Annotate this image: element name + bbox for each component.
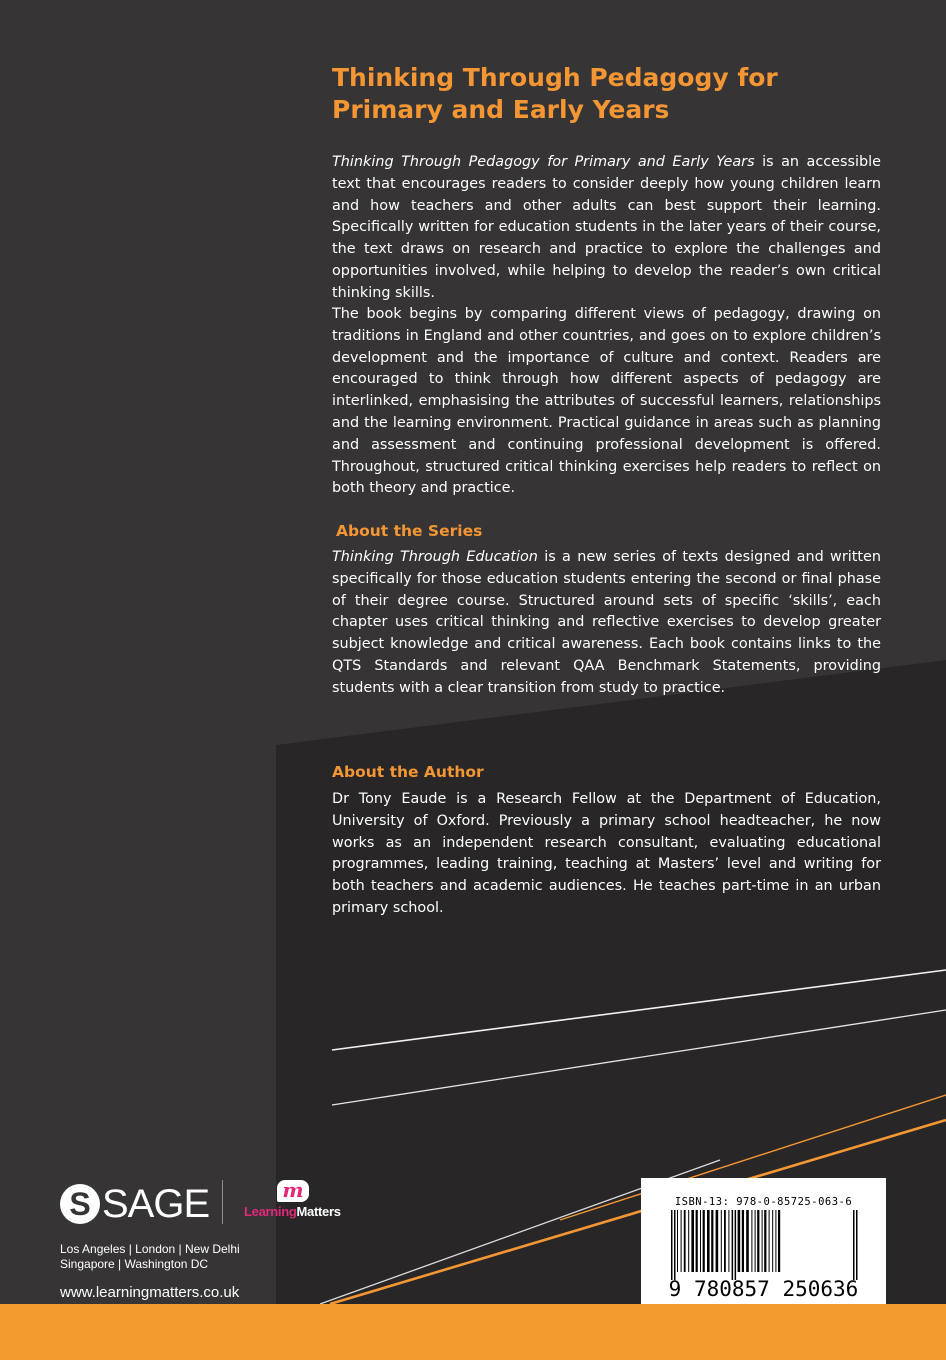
- barcode-bar: [775, 1210, 776, 1272]
- barcode-bar: [721, 1210, 722, 1272]
- publisher-website: www.learningmatters.co.uk: [60, 1284, 240, 1301]
- sage-wordmark: SAGE: [102, 1182, 210, 1226]
- book-title-line-2: Primary and Early Years: [332, 95, 670, 124]
- sage-logo: [60, 1182, 209, 1226]
- cities-line-2: Singapore | Washington DC: [60, 1257, 209, 1271]
- barcode-bar: [764, 1210, 766, 1272]
- author-heading: About the Author: [332, 763, 484, 781]
- barcode-bar: [677, 1210, 678, 1272]
- learning-matters-logo: [244, 1180, 354, 1224]
- barcode-bar: [769, 1210, 770, 1272]
- series-name: Thinking Through Education: [332, 549, 538, 565]
- logo-divider: [222, 1180, 223, 1224]
- barcode-bar: [684, 1210, 686, 1272]
- barcode-bar: [696, 1210, 698, 1272]
- barcode-bars: [669, 1210, 859, 1280]
- barcode-bar: [751, 1210, 752, 1272]
- barcode-bar: [778, 1210, 780, 1272]
- barcode-bar: [700, 1210, 701, 1272]
- series-text: is a new series of texts designed and written specifically for those education students entering the second or final phase of their degree course. Structured around sets of specific ‘skills’, each chapter uses critical thinking and reflective exercises to develop greater subject knowledge and critical awareness. Each book contains links to the QTS Standards and relevant QAA Benchmark Statements, providing students with a clear transition from study to practice.: [332, 549, 882, 696]
- intro-book-title: Thinking Through Pedagogy for Primary and Early Years: [332, 154, 755, 170]
- intro-paragraph: [332, 152, 881, 305]
- barcode-bar: [671, 1210, 673, 1280]
- lm-matters-text: Matters: [296, 1204, 341, 1219]
- barcode-bar: [742, 1210, 744, 1272]
- barcode-bar: [674, 1210, 676, 1280]
- description-paragraph: The book begins by comparing different views of pedagogy, drawing on traditions in England and other countries, and goes on to explore children’s development and the importance of culture and context. Readers are encouraged to think through how different aspects of pedagogy are interlinked, emphasising the attributes of successful learners, relationships and the learning environment. Practical guidance in areas such as planning and assessment and continuing professional development is offered. Throughout, structured critical thinking exercises help readers to reflect on both theory and practice.: [332, 306, 881, 497]
- barcode-bar: [755, 1210, 756, 1272]
- barcode-bar: [757, 1210, 759, 1272]
- barcode-bar: [688, 1210, 689, 1272]
- author-paragraph: Dr Tony Eaude is a Research Fellow at the Department of Education, University of Oxford. Previously a primary school headteacher, he now works as an independent research consultant, evaluating educational programmes, leading training, teaching at Masters’ level and writing for both teachers and academic audiences. He teaches part-time in an urban primary school.: [332, 791, 881, 916]
- book-title-line-1: Thinking Through Pedagogy for: [332, 63, 778, 92]
- barcode-bar: [772, 1210, 773, 1272]
- lm-learning-text: Learning: [244, 1204, 297, 1219]
- barcode-bar: [762, 1210, 763, 1272]
- barcode-bar: [856, 1210, 858, 1280]
- barcode-digits: 9 780857 250636: [668, 1277, 859, 1301]
- barcode-box: [641, 1178, 886, 1304]
- barcode-bar: [746, 1210, 749, 1272]
- learning-matters-wordmark: [244, 1204, 341, 1220]
- isbn-label: ISBN-13: 978-0-85725-063-6: [674, 1196, 853, 1208]
- series-heading: About the Series: [336, 522, 483, 540]
- barcode-bar: [735, 1210, 737, 1280]
- publisher-cities: [60, 1242, 240, 1272]
- learning-matters-badge-icon: m: [277, 1180, 309, 1202]
- barcode-bar: [738, 1210, 741, 1272]
- barcode-bar: [711, 1210, 713, 1272]
- bottom-orange-band: [0, 1304, 946, 1360]
- barcode-bar: [691, 1210, 694, 1272]
- sage-circle-icon: S: [60, 1184, 100, 1224]
- intro-text: is an accessible text that encourages readers to consider deeply how young children learn and how teachers and other adults can best support their learning. Specifically written for education students in the later years of their course, the text draws on research and practice to explore the challenges and opportunities involved, while helping to develop the reader’s own critical thinking skills.: [332, 154, 881, 301]
- barcode-bar: [707, 1210, 710, 1272]
- series-paragraph: [332, 547, 881, 700]
- barcode-bar: [703, 1210, 705, 1272]
- barcode-bar: [716, 1210, 719, 1272]
- barcode-bar: [732, 1210, 734, 1280]
- barcode-bar: [853, 1210, 855, 1280]
- cities-line-1: Los Angeles | London | New Delhi: [60, 1242, 240, 1256]
- book-title: [332, 62, 892, 126]
- barcode-bar: [681, 1210, 682, 1272]
- barcode-bar: [724, 1210, 726, 1272]
- barcode-bar: [728, 1210, 729, 1272]
